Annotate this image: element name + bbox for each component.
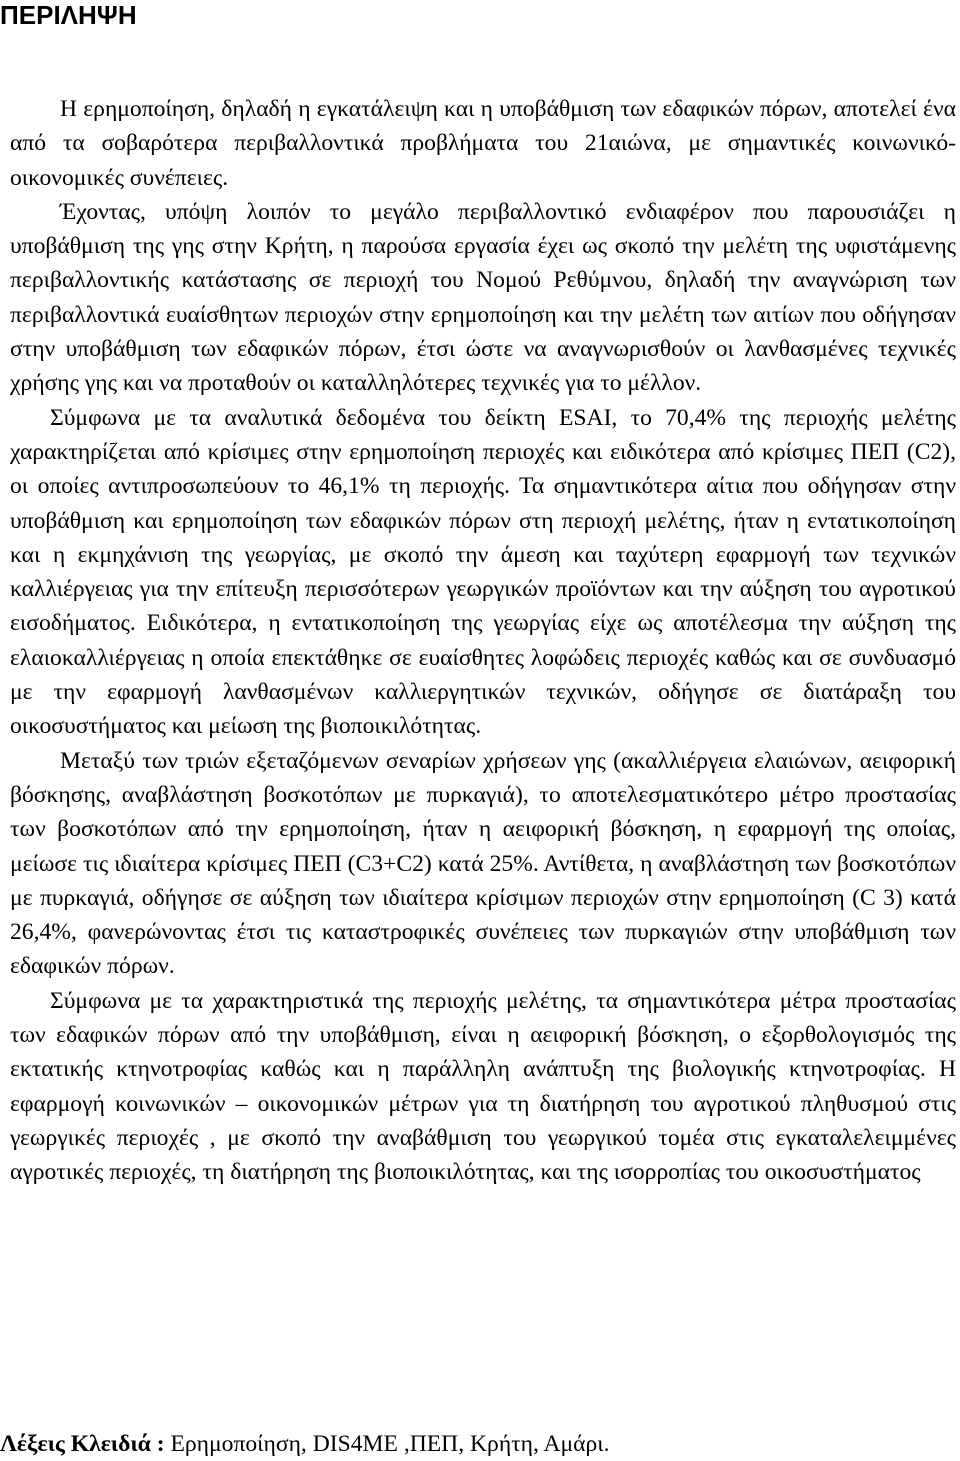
paragraph-purpose: Έχοντας, υπόψη λοιπόν το μεγάλο περιβαλλοντικό ενδιαφέρον που παρουσιάζει η υποβάθμιση της γης στην Κρήτη, η παρούσα εργασία έχει ως σκοπό την μελέτη της υφιστάμενης περιβαλλοντικής κατάστασης σε περιοχή του Νομού Ρεθύμνου, δηλαδή την αναγνώριση των περιβαλλοντικά ευαίσθητων περιοχών στην ερημοποίηση και την μελέτη των αιτίων που οδήγησαν στην υποβάθμιση των εδαφικών πόρων, έτσι ώστε να αναγνωρισθούν οι λανθασμένες τεχνικές χρήσης γης και να προταθούν οι καταλληλότερες τεχνικές για το μέλλον. bbox=[10, 198, 956, 397]
paragraph-measures: Σύμφωνα με τα χαρακτηριστικά της περιοχής μελέτης, τα σημαντικότερα μέτρα προστασίας των εδαφικών πόρων από την υποβάθμιση, είναι η αειφορική βόσκηση, ο εξορθολογισμός της εκτατικής κτηνοτροφίας καθώς και η παράλληλη ανάπτυξη της βιολογικής κτηνοτροφίας. Η εφαρμογή κοινωνικών – οικονομικών μέτρων για τη διατήρηση του αγροτικού πληθυσμού στις γεωργικές περιοχές , με σκοπό την αναβάθμιση του γεωργικού τομέα στις εγκαταλελειμμένες αγροτικές περιοχές, τη διατήρηση της βιοποικιλότητας, και της ισορροπίας του οικοσυστήματος bbox=[10, 987, 956, 1186]
paragraph-esai-results: Σύμφωνα με τα αναλυτικά δεδομένα του δείκτη ESAI, το 70,4% της περιοχής μελέτης χαρακτηρίζεται από κρίσιμες στην ερημοποίηση περιοχές και ειδικότερα από κρίσιμες ΠΕΠ (C2), οι οποίες αντιπροσωπεύουν το 46,1% τη περιοχής. Τα σημαντικότερα αίτια που οδήγησαν στην υποβάθμιση και ερημοποίηση των εδαφικών πόρων στη περιοχή μελέτης, ήταν η εντατικοποίηση και η εκμηχάνιση της γεωργίας, με σκοπό την άμεση και ταχύτερη εφαρμογή των τεχνικών καλλιέργειας για την επίτευξη περισσότερων γεωργικών προϊόντων και την αύξηση του αγροτικού εισοδήματος. Ειδικότερα, η εντατικοποίηση της γεωργίας είχε ως αποτέλεσμα την αύξηση της ελαιοκαλλιέργειας η οποία επεκτάθηκε σε ευαίσθητες λοφώδεις περιοχές καθώς και σε συνδυασμό με την εφαρμογή λανθασμένων καλλιεργητικών τεχνικών, οδήγησε σε διατάραξη του οικοσυστήματος και μείωση της βιοποικιλότητας. bbox=[10, 404, 956, 740]
paragraph-scenarios: Μεταξύ των τριών εξεταζόμενων σεναρίων χρήσεων γης (ακαλλιέργεια ελαιώνων, αειφορική βόσκησης, αναβλάστηση βοσκοτόπων με πυρκαγιά), το αποτελεσματικότερο μέτρο προστασίας των βοσκοτόπων από την ερημοποίηση, ήταν η αειφορική βόσκηση, η εφαρμογή της οποίας, μείωσε τις ιδιαίτερα κρίσιμες ΠΕΠ (C3+C2) κατά 25%. Αντίθετα, η αναβλάστηση των βοσκοτόπων με πυρκαγιά, οδήγησε σε αύξηση των ιδιαίτερα κρίσιμων περιοχών στην ερημοποίηση (C 3) κατά 26,4%, φανερώνοντας έτσι τις καταστροφικές συνέπειες των πυρκαγιών στην υποβάθμιση των εδαφικών πόρων. bbox=[10, 747, 956, 980]
keywords-label: Λέξεις Κλειδιά : bbox=[0, 1431, 165, 1457]
keywords-line bbox=[0, 1428, 610, 1460]
abstract-body bbox=[10, 92, 956, 1190]
paragraph-intro: Η ερημοποίηση, δηλαδή η εγκατάλειψη και η υποβάθμιση των εδαφικών πόρων, αποτελεί ένα από τα σοβαρότερα περιβαλλοντικά προβλήματα του 21αιώνα, με σημαντικές κοινωνικό-οικονομικές συνέπειες. bbox=[10, 96, 956, 191]
page-title: ΠΕΡΙΛΗΨΗ bbox=[0, 0, 137, 30]
keywords-value: Ερημοποίηση, DIS4ME ,ΠΕΠ, Κρήτη, Αμάρι. bbox=[170, 1431, 610, 1457]
